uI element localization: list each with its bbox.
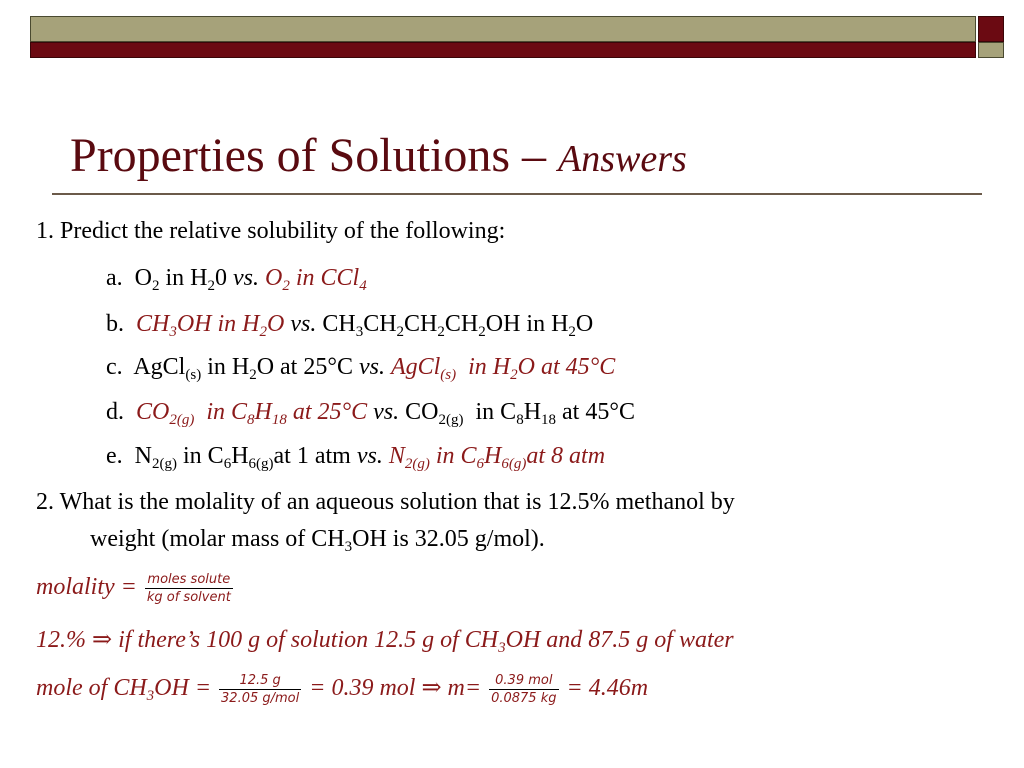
header-corner-olive bbox=[978, 42, 1004, 58]
denominator: 32.05 g/mol bbox=[221, 691, 300, 706]
text: N bbox=[388, 443, 405, 469]
text: in H bbox=[468, 354, 511, 380]
denominator: kg of solvent bbox=[146, 590, 231, 605]
subscript: 2 bbox=[249, 367, 257, 383]
text: O at 25°C bbox=[256, 354, 353, 380]
text: in CCl bbox=[295, 265, 360, 291]
mole-fraction bbox=[219, 673, 301, 706]
text: AgCl bbox=[133, 354, 186, 380]
subscript: (s) bbox=[440, 367, 457, 383]
title-sub: Answers bbox=[558, 138, 687, 180]
item-label: b. bbox=[106, 311, 124, 337]
question-1d bbox=[106, 397, 635, 427]
text: H bbox=[231, 443, 249, 469]
subscript: 2 bbox=[152, 278, 160, 294]
subscript: 8 bbox=[516, 412, 524, 428]
text: in C bbox=[183, 443, 224, 469]
subscript: 2 bbox=[396, 324, 405, 340]
subscript: 18 bbox=[271, 412, 287, 428]
text: AgCl bbox=[390, 354, 441, 380]
subscript: 2(g) bbox=[438, 412, 464, 428]
text: = 4.46m bbox=[566, 675, 649, 702]
subscript: 2 bbox=[259, 324, 268, 340]
text: OH and 87.5 g of water bbox=[505, 627, 734, 653]
numerator: 12.5 g bbox=[219, 673, 301, 690]
header-bar-olive bbox=[30, 16, 976, 42]
title-main: Properties of Solutions – bbox=[70, 129, 546, 182]
text: CH bbox=[444, 311, 479, 337]
answer-highlight bbox=[390, 354, 616, 383]
item-label: c. bbox=[106, 354, 123, 380]
versus: vs. bbox=[356, 443, 383, 469]
text: CO bbox=[405, 399, 439, 425]
text: CH bbox=[404, 311, 438, 337]
versus: vs. bbox=[373, 399, 400, 425]
answer-highlight bbox=[388, 443, 606, 472]
text: = 0.39 mol ⇒ m= bbox=[309, 675, 482, 702]
text: H bbox=[484, 443, 502, 469]
text: in H bbox=[207, 354, 250, 380]
text: CH bbox=[136, 311, 170, 337]
text: 12.% ⇒ if there’s 100 g of solution 12.5 g of CH bbox=[36, 627, 499, 653]
formula-lhs: molality = bbox=[36, 574, 137, 601]
text: H bbox=[254, 399, 272, 425]
subscript: 3 bbox=[498, 640, 506, 656]
item-label: a. bbox=[106, 265, 123, 291]
text: mole of CH bbox=[36, 675, 147, 702]
item-label: d. bbox=[106, 399, 124, 425]
question-1-prompt: 1. Predict the relative solubility of the following: bbox=[36, 218, 506, 244]
text: weight (molar mass of CH bbox=[90, 526, 345, 552]
subscript: 2(g) bbox=[152, 456, 177, 472]
subscript: 6(g) bbox=[248, 456, 274, 472]
answer-highlight bbox=[136, 399, 368, 428]
subscript: 2(g) bbox=[404, 456, 430, 472]
text: at 25°C bbox=[292, 399, 368, 425]
subscript: 3 bbox=[169, 324, 177, 340]
text: H bbox=[523, 399, 542, 425]
question-1c bbox=[106, 352, 615, 382]
text: O bbox=[134, 265, 152, 291]
subscript: 18 bbox=[541, 412, 557, 428]
question-1e bbox=[106, 441, 605, 471]
text: in C bbox=[475, 399, 517, 425]
subscript: 2 bbox=[437, 324, 445, 340]
title-underline bbox=[52, 193, 982, 195]
question-1b bbox=[106, 309, 593, 339]
text: in H bbox=[165, 265, 208, 291]
molality-fraction bbox=[145, 572, 233, 605]
text: O bbox=[265, 265, 283, 291]
versus: vs. bbox=[358, 354, 385, 380]
header-bar-maroon bbox=[30, 42, 976, 58]
subscript: 2 bbox=[510, 367, 518, 383]
subscript: 4 bbox=[359, 278, 367, 294]
item-label: e. bbox=[106, 443, 123, 469]
header-corner-maroon bbox=[978, 16, 1004, 42]
subscript: 6 bbox=[476, 456, 485, 472]
molality-formula bbox=[36, 572, 235, 605]
mole-calculation bbox=[36, 673, 648, 706]
numerator: 0.39 mol bbox=[489, 673, 558, 690]
text: O bbox=[575, 311, 594, 337]
question-2-line-2 bbox=[90, 524, 545, 554]
subscript: 2(g) bbox=[169, 412, 195, 428]
text: CO bbox=[136, 399, 170, 425]
solution-step bbox=[36, 625, 734, 655]
text: CH bbox=[322, 311, 356, 337]
subscript: 8 bbox=[247, 412, 255, 428]
text: in C bbox=[206, 399, 248, 425]
text: OH = bbox=[154, 675, 212, 702]
text: 0 bbox=[215, 265, 227, 291]
subscript: 2 bbox=[568, 324, 576, 340]
versus: vs. bbox=[233, 265, 259, 291]
subscript: 2 bbox=[282, 278, 290, 294]
text: OH in H bbox=[176, 311, 260, 337]
text: OH in H bbox=[485, 311, 569, 337]
slide-title bbox=[70, 128, 687, 183]
numerator: moles solute bbox=[145, 572, 233, 589]
molality-result-fraction bbox=[489, 673, 558, 706]
text: N bbox=[134, 443, 152, 469]
answer-highlight bbox=[136, 311, 285, 340]
text: O at 45°C bbox=[517, 354, 616, 380]
answer-highlight bbox=[265, 265, 367, 294]
text: O bbox=[267, 311, 285, 337]
text: in C bbox=[435, 443, 477, 469]
text: at 8 atm bbox=[526, 443, 606, 469]
question-1a bbox=[106, 263, 367, 293]
versus: vs. bbox=[290, 311, 317, 337]
subscript: 2 bbox=[478, 324, 486, 340]
subscript: 6 bbox=[223, 456, 232, 472]
text: OH is 32.05 g/mol). bbox=[352, 526, 545, 552]
subscript: (s) bbox=[185, 367, 202, 383]
question-2-line-1: 2. What is the molality of an aqueous solution that is 12.5% methanol by bbox=[36, 489, 735, 515]
subscript: 3 bbox=[146, 688, 155, 705]
subscript: 2 bbox=[207, 278, 215, 294]
text: CH bbox=[363, 311, 397, 337]
text: at 1 atm bbox=[273, 443, 351, 469]
denominator: 0.0875 kg bbox=[491, 691, 557, 706]
subscript: 3 bbox=[355, 324, 364, 340]
subscript: 3 bbox=[344, 539, 353, 555]
text: at 45°C bbox=[562, 399, 635, 425]
subscript: 6(g) bbox=[501, 456, 527, 472]
